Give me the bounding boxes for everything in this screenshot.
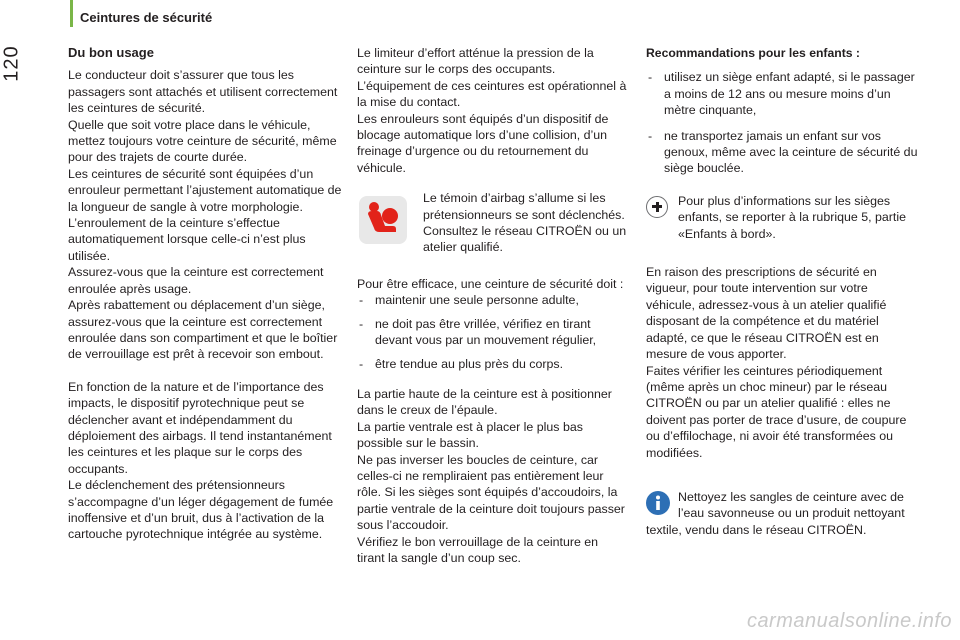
col3-paragraph-1: En raison des prescriptions de sécurité en vigueur, pour toute intervention sur votre véhicule, adressez-vous à un atelier qualifié disposant de la compétence et du matériel adapté, ce que le réseau CITROËN est en mesure de vous apporter. Faites vérifier les ceintures périodiquement (même après un choc mineur) par le réseau CITROËN ou par un atelier qualifié : elles ne doivent pas porter de trace d’usure, de coupure ou d’effilochage, ni avoir été transformées ou modifiées. <box>646 265 907 460</box>
heading-du-bon-usage: Du bon usage <box>68 45 154 60</box>
info-note <box>646 489 918 538</box>
column-3 <box>646 45 918 538</box>
list-item: - être tendue au plus près du corps. <box>357 356 629 372</box>
child-recommendations-list <box>646 69 918 176</box>
column-2 <box>357 45 629 566</box>
list-item: - ne doit pas être vrillée, vérifiez en tirant devant vous par un mouvement régulier, <box>357 316 629 349</box>
header-accent-bar <box>70 0 73 27</box>
col2-intro: Pour être efficace, une ceinture de sécurité doit : <box>357 276 624 291</box>
plus-note <box>646 193 918 242</box>
airbag-notice <box>357 190 629 256</box>
belt-requirements-list <box>357 292 629 372</box>
list-item: - utilisez un siège enfant adapté, si le passager a moins de 12 ans ou mesure moins d’un mètre cinquante, <box>646 69 918 118</box>
column-1 <box>68 45 343 543</box>
col2-paragraph-2: La partie haute de la ceinture est à positionner dans le creux de l’épaule. La partie ventrale est à placer le plus bas possible sur le bassin. Ne pas inverser les boucles de ceinture, car celles-ci ne rempliraient pas entièrement leur rôle. Si les sièges sont équipés d’accoudoirs, la partie ventrale de la ceinture doit toujours passer sous l’accoudoir. Vérifiez le bon verrouillage de la ceinture en tirant la sangle d’un coup sec. <box>357 386 625 565</box>
list-item: - ne transportez jamais un enfant sur vos genoux, même avec la ceinture de sécurité du siège bouclée. <box>646 128 918 177</box>
col2-paragraph-1: Le limiteur d’effort atténue la pression de la ceinture sur le corps des occupants. L’équipement de ces ceintures est opérationnel à la mise du contact. Les enrouleurs sont équipés d’un dispositif de blocage automatique lors d’une collision, d’un freinage d’urgence ou du retournement du véhicule. <box>357 46 627 175</box>
info-note-text: Nettoyez les sangles de ceinture avec de l’eau savonneuse ou un produit nettoyant textile, vendu dans le réseau CITROËN. <box>646 489 905 537</box>
section-title: Ceintures de sécurité <box>80 10 213 25</box>
page-number <box>0 38 28 88</box>
heading-recommandations-enfants: Recommandations pour les enfants : <box>646 46 860 60</box>
airbag-notice-text: Le témoin d’airbag s’allume si les prétensionneurs se sont déclenchés. Consultez le réseau CITROËN ou un atelier qualifié. <box>423 191 627 255</box>
airbag-warning-icon <box>359 196 407 244</box>
col1-paragraph-2: En fonction de la nature et de l’importance des impacts, le dispositif pyrotechnique peut se déclencher avant et indépendamment du déploiement des airbags. Il tend instantanément les ceintures et les plaque sur le corps des occupants. Le déclenchement des prétensionneurs s’accompagne d’un léger dégagement de fumée inoffensive et d’un bruit, dus à l’activation de la cartouche pyrotechnique intégrée au système. <box>68 379 334 542</box>
list-item: - maintenir une seule personne adulte, <box>357 292 629 308</box>
page-number-text: 120 <box>0 45 23 82</box>
plus-icon <box>646 196 668 218</box>
col1-paragraph-1: Le conducteur doit s’assurer que tous les passagers sont attachés et utilisent correctement les ceintures de sécurité. Quelle que soit votre place dans le véhicule, mettez toujours votre ceinture de sécurité, même pour des trajets de courte durée. Les ceintures de sécurité sont équipées d’un enrouleur permettant l’ajustement automatique de la longueur de sangle à votre morphologie. L’enroulement de la ceinture s’effectue automatiquement lorsque celle-ci n’est plus utilisée. Assurez-vous que la ceinture est correctement enroulée après usage. Après rabattement ou déplacement d’un siège, assurez-vous que la ceinture est correctement enroulée dans son compartiment et que le boîtier de verrouillage est prêt à recevoir son embout. <box>68 68 342 362</box>
info-icon <box>646 491 670 515</box>
watermark: carmanualsonline.info <box>746 610 952 632</box>
plus-note-text: Pour plus d’informations sur les sièges enfants, se reporter à la rubrique 5, partie «Enfants à bord». <box>678 193 906 241</box>
